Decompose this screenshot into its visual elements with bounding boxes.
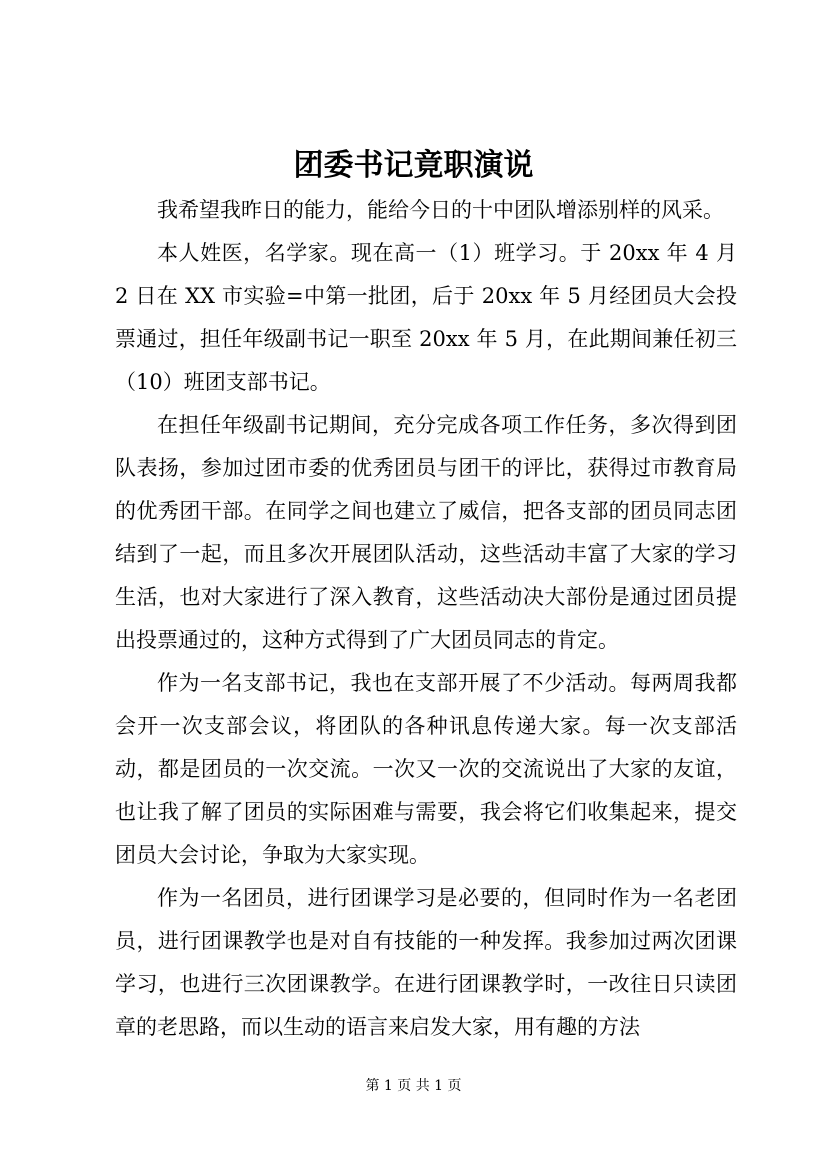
paragraph-3: 在担任年级副书记期间，充分完成各项工作任务，多次得到团队表扬，参加过团市委的优秀团员与团干的评比，获得过市教育局的优秀团干部。在同学之间也建立了威信，把各支部的团员同志团结到了一起，而且多次开展团队活动，这些活动丰富了大家的学习生活，也对大家进行了深入教育，这些活动决大部份是通过团员提出投票通过的，这种方式得到了广大团员同志的肯定。 bbox=[115, 413, 737, 652]
document-body bbox=[115, 189, 737, 1049]
document-title: 团委书记竟职演说 bbox=[293, 148, 534, 183]
paragraph-4: 作为一名支部书记，我也在支部开展了不少活动。每两周我都会开一次支部会议，将团队的各种讯息传递大家。每一次支部活动，都是团员的一次交流。一次又一次的交流说出了大家的友谊，也让我了解了团员的实际困难与需要，我会将它们收集起来，提交团员大会讨论，争取为大家实现。 bbox=[115, 671, 737, 867]
paragraph-5: 作为一名团员，进行团课学习是必要的，但同时作为一名老团员，进行团课教学也是对自有技能的一种发挥。我参加过两次团课学习，也进行三次团课教学。在进行团课教学时，一改往日只读团章的老思路，而以生动的语言来启发大家，用有趣的方法 bbox=[115, 886, 737, 1039]
paragraph-1: 我希望我昨日的能力，能给今日的十中团队增添别样的风采。 bbox=[157, 198, 724, 222]
page-footer: 第 1 页 共 1 页 bbox=[365, 1078, 462, 1094]
paragraph-2: 本人姓医，名学家。现在高一（1）班学习。于 20xx 年 4 月 2 日在 XX 市实验=中第一批团，后于 20xx 年 5 月经团员大会投票通过，担任年级副书记一职至 20xx 年 5 月，在此期间兼任初三（10）班团支部书记。 bbox=[115, 241, 737, 394]
